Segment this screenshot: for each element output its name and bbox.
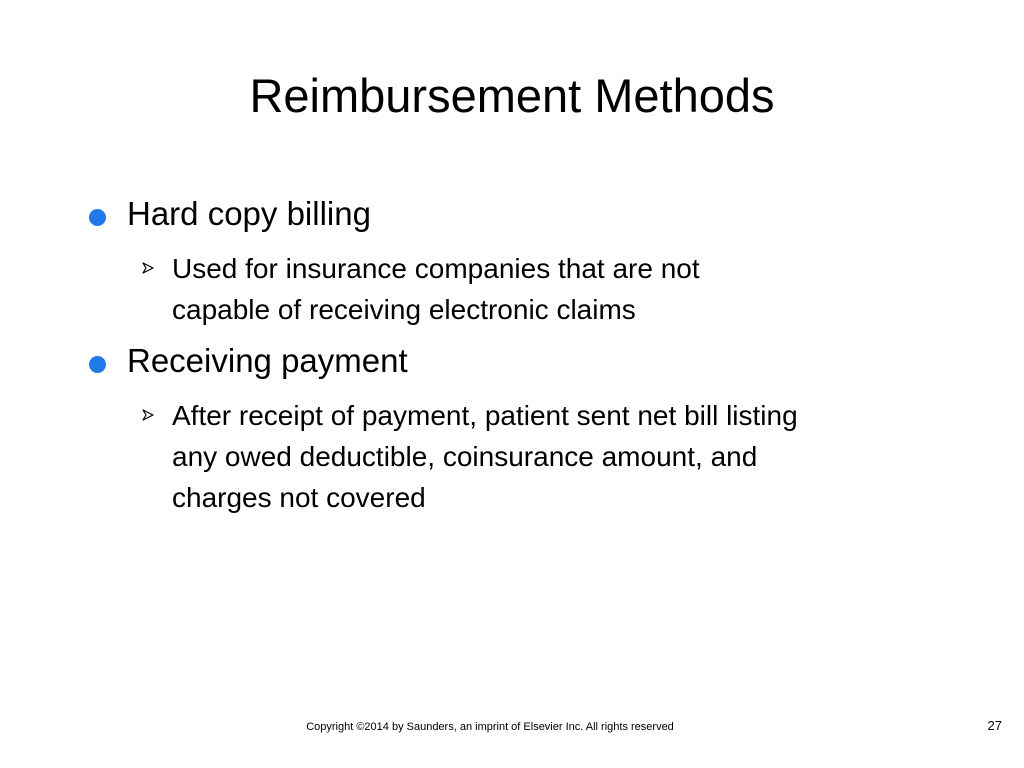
bullet-item-receiving-payment	[0, 342, 1024, 380]
bullet-item-hard-copy-billing	[0, 195, 1024, 233]
subpoint-line: After receipt of payment, patient sent net bill listing	[172, 400, 798, 431]
copyright-notice: Copyright ©2014 by Saunders, an imprint of Elsevier Inc. All rights reserved	[306, 721, 674, 733]
subpoint-line: Used for insurance companies that are not	[172, 253, 700, 284]
bullet-level-2	[0, 248, 1024, 330]
subpoint-block	[0, 248, 1024, 330]
arrowhead-bullet-icon	[142, 409, 154, 421]
bullet-level-2	[0, 395, 1024, 518]
page-number: 27	[987, 718, 1002, 733]
filled-circle-bullet-icon	[89, 356, 106, 373]
bullet-text: Receiving payment	[127, 342, 408, 379]
filled-circle-bullet-icon	[89, 209, 106, 226]
slide-title: Reimbursement Methods	[249, 69, 775, 122]
bullet-text: Hard copy billing	[127, 195, 371, 232]
subpoint-line: any owed deductible, coinsurance amount, and	[172, 441, 758, 472]
subpoint-line: capable of receiving electronic claims	[172, 294, 636, 325]
arrowhead-bullet-icon	[142, 262, 154, 274]
bullet-level-1	[0, 342, 1024, 380]
subpoint-line: charges not covered	[172, 482, 426, 513]
bullet-level-1	[0, 195, 1024, 233]
subpoint-block	[0, 395, 1024, 518]
